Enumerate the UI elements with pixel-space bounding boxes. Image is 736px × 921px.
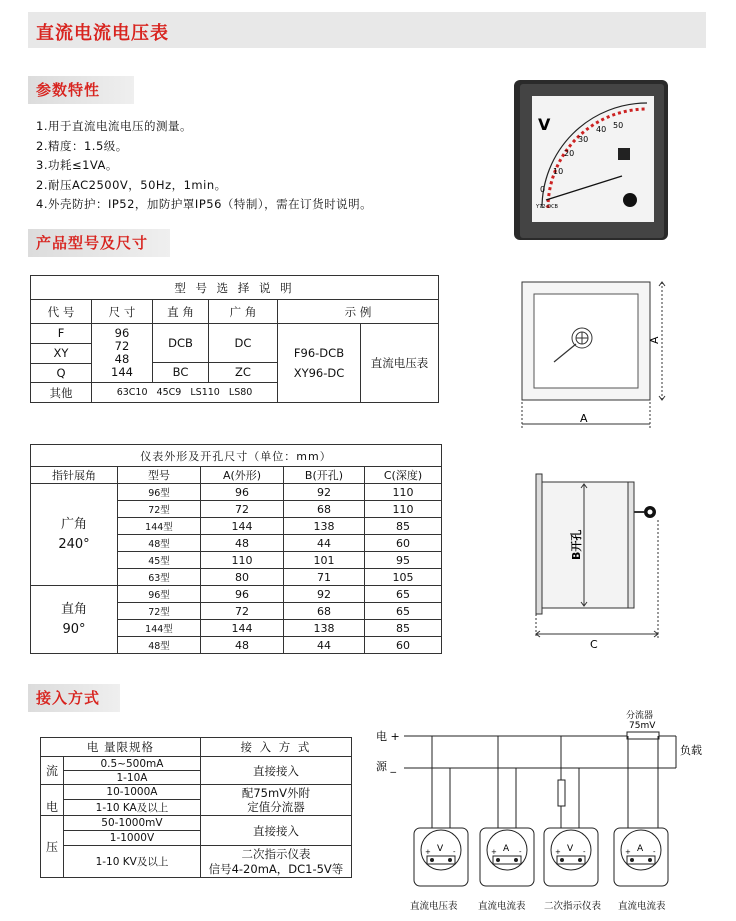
feature-item: 4.外壳防护：IP52，加防护罩IP56（特制），需在订货时说明。 [36, 197, 373, 211]
dim-a-vertical: A [648, 336, 661, 344]
spec-cell: 1-10 KA及以上 [64, 800, 201, 816]
c-cell: 65 [365, 603, 442, 620]
svg-text:-: - [583, 848, 586, 856]
size-value: 96 [114, 326, 130, 340]
meter-3 [544, 736, 602, 912]
meter-4 [614, 736, 668, 912]
section-models-header: 产品型号及尺寸 [28, 229, 170, 257]
meter-scale-label: 0 [540, 185, 546, 194]
b-cell: 44 [284, 637, 365, 654]
size-value: 48 [114, 352, 130, 366]
section-wiring-header: 接入方式 [28, 684, 120, 712]
example-model: XY96-DC [293, 366, 345, 380]
c-cell: 65 [365, 586, 442, 603]
meter-symbol: A [503, 844, 510, 854]
method-cell: 直接接入 [200, 816, 351, 846]
voltage-char: 压 [41, 816, 64, 878]
table-header: A(外形) [201, 467, 284, 484]
svg-text:+: + [491, 848, 497, 856]
method-line: 配75mV外附 [241, 786, 311, 800]
model-cell: 48型 [118, 637, 201, 654]
front-view-diagram [510, 272, 670, 432]
a-cell: 48 [201, 637, 284, 654]
spec-cell: 10-1000A [64, 785, 201, 800]
side-view-diagram [512, 468, 672, 650]
c-cell: 85 [365, 620, 442, 637]
page-title: 直流电流电压表 [36, 23, 169, 44]
wide-angle-cell [209, 324, 278, 383]
size-value: 144 [111, 365, 133, 379]
zero-adjust-knob [623, 193, 637, 207]
a-cell: 80 [201, 569, 284, 586]
method-line: 定值分流器 [247, 800, 305, 814]
meter-scale-label: 50 [613, 121, 624, 130]
b-cell: 68 [284, 501, 365, 518]
feature-list [36, 117, 372, 215]
method-line: 信号4-20mA，DC1-5V等 [208, 861, 344, 876]
meter-symbol: V [437, 844, 444, 854]
load-label: 负载 [680, 744, 702, 757]
meter-2 [478, 736, 534, 912]
table-title: 型 号 选 择 说 明 [31, 276, 439, 300]
svg-text:-: - [519, 848, 522, 856]
c-cell: 60 [365, 535, 442, 552]
table-header: 直 角 [153, 300, 209, 324]
table-header: 代 号 [31, 300, 92, 324]
shunt-value: 75mV [629, 721, 656, 731]
meter-caption: 二次指示仪表 [544, 901, 602, 912]
table-header: 指针展角 [31, 467, 118, 484]
svg-text:+: + [425, 848, 431, 856]
c-cell: 60 [365, 637, 442, 654]
feature-item: 2.精度：1.5级。 [36, 138, 128, 153]
a-cell: 144 [201, 518, 284, 535]
a-cell: 72 [201, 501, 284, 518]
meter-body [542, 482, 634, 608]
meter-caption: 直流电压表 [410, 901, 458, 912]
table-header: 电 量限规格 [41, 738, 201, 757]
wide-angle-value: ZC [235, 365, 251, 379]
meter-caption: 直流电流表 [618, 901, 666, 912]
b-cell: 138 [284, 620, 365, 637]
table-header: B(开孔) [284, 467, 365, 484]
meter-unit: V [538, 115, 551, 134]
right-angle-value: DCB [153, 324, 208, 363]
dim-c-label: C [590, 638, 598, 650]
a-cell: 96 [201, 586, 284, 603]
model-cell: 45型 [118, 552, 201, 569]
b-cell: 101 [284, 552, 365, 569]
table-header: 广 角 [209, 300, 278, 324]
meter-scale-label: 30 [578, 135, 589, 144]
spec-cell: 1-10 KV及以上 [64, 846, 201, 878]
model-cell: 48型 [118, 535, 201, 552]
table-header: 型号 [118, 467, 201, 484]
plus-label: 电 + [376, 730, 400, 743]
svg-text:-: - [653, 848, 656, 856]
spec-cell: 50-1000mV [64, 816, 201, 831]
meter-scale-label: 20 [564, 149, 575, 158]
table-row [31, 586, 442, 603]
method-line: 二次指示仪表 [241, 846, 311, 861]
a-cell: 72 [201, 603, 284, 620]
wide-angle-value: DC [209, 324, 277, 363]
method-cell [200, 785, 351, 816]
c-cell: 110 [365, 484, 442, 501]
table-title: 仪表外形及开孔尺寸（单位：mm） [31, 445, 442, 467]
a-cell: 144 [201, 620, 284, 637]
dim-b-label: B开孔 [570, 529, 583, 560]
meter-photo [512, 78, 670, 242]
example-list [278, 324, 361, 402]
section-params-header: 参数特性 [28, 76, 134, 104]
table-row [31, 484, 442, 501]
a-cell: 110 [201, 552, 284, 569]
divider-resistor [558, 780, 565, 806]
meter-1 [410, 736, 468, 912]
current-char: 流 [41, 757, 64, 785]
feature-item: 2.耐压AC2500V，50Hz，1min。 [36, 177, 227, 192]
model-cell: 72型 [118, 501, 201, 518]
dimension-table [30, 444, 442, 654]
feature-item: 1.用于直流电流电压的测量。 [36, 119, 192, 133]
angle-label: 广角 [60, 516, 87, 532]
dim-a-horizontal: A [580, 412, 588, 425]
spec-cell: 1-1000V [64, 831, 201, 846]
spec-cell: 1-10A [64, 771, 201, 785]
feature-item: 3.功耗≤1VA。 [36, 158, 118, 172]
c-cell: 105 [365, 569, 442, 586]
model-cell: 63型 [118, 569, 201, 586]
size-value: 72 [114, 339, 130, 353]
other-values: 63C10 45C9 LS110 LS80 [92, 383, 278, 403]
svg-text:+: + [555, 848, 561, 856]
angle-label: 直角 [60, 601, 87, 617]
current-char: 电 [41, 785, 64, 816]
angle-degree: 240° [58, 536, 90, 552]
shunt-label: 分流器 [626, 711, 654, 721]
b-cell: 71 [284, 569, 365, 586]
sizes-cell [92, 324, 153, 383]
wiring-circuit-diagram [374, 704, 724, 916]
c-cell: 85 [365, 518, 442, 535]
angle-cell [31, 586, 118, 654]
minus-label: 源 _ [376, 760, 396, 773]
code-value: XY [31, 344, 91, 364]
b-cell: 68 [284, 603, 365, 620]
model-cell: 96型 [118, 586, 201, 603]
code-value: F [31, 324, 91, 344]
table-header: C(深度) [365, 467, 442, 484]
c-cell: 110 [365, 501, 442, 518]
angle-cell [31, 484, 118, 586]
other-label: 其他 [31, 383, 92, 403]
right-angle-cell [153, 324, 209, 383]
code-value: Q [56, 366, 66, 380]
wiring-table [40, 737, 352, 878]
right-angle-value: BC [172, 365, 189, 379]
meter-caption: 直流电流表 [478, 901, 526, 912]
svg-text:-: - [453, 848, 456, 856]
shunt-resistor [627, 732, 659, 739]
table-header: 尺 寸 [92, 300, 153, 324]
spec-cell: 0.5~500mA [64, 757, 201, 771]
angle-degree: 90° [62, 621, 86, 637]
b-cell: 92 [284, 484, 365, 501]
b-cell: 92 [284, 586, 365, 603]
model-cell: 144型 [118, 620, 201, 637]
method-cell [200, 846, 351, 878]
model-cell: 96型 [118, 484, 201, 501]
example-cell [278, 324, 439, 403]
b-cell: 44 [284, 535, 365, 552]
codes-cell [31, 324, 92, 383]
table-header: 接 入 方 式 [200, 738, 351, 757]
example-desc: 直流电压表 [370, 356, 429, 370]
a-cell: 96 [201, 484, 284, 501]
model-cell: 72型 [118, 603, 201, 620]
panel-flange [536, 474, 542, 614]
meter-scale-label: 40 [596, 125, 607, 134]
b-cell: 138 [284, 518, 365, 535]
meter-model: Y72-DCB [536, 204, 558, 210]
model-selection-table [30, 275, 439, 403]
meter-scale-label: 10 [553, 167, 564, 176]
model-cell: 144型 [118, 518, 201, 535]
a-cell: 48 [201, 535, 284, 552]
meter-symbol: A [637, 844, 644, 854]
c-cell: 95 [365, 552, 442, 569]
meter-symbol: V [567, 844, 574, 854]
table-header: 示 例 [278, 300, 439, 324]
method-cell: 直接接入 [200, 757, 351, 785]
example-model: F96-DCB [293, 346, 345, 360]
svg-text:+: + [625, 848, 631, 856]
